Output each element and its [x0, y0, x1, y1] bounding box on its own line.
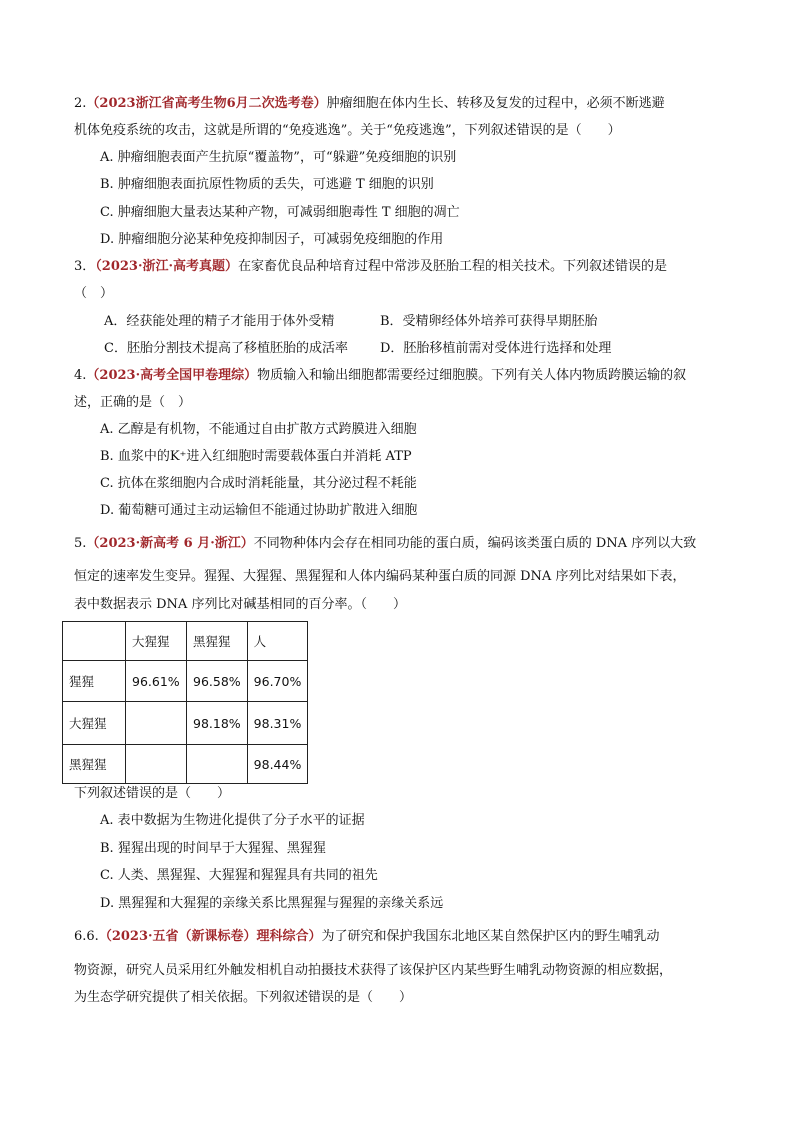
q4-stem-line1: [74, 367, 734, 385]
q6-source: （2023·五省（新课标卷）理科综合）: [98, 929, 322, 944]
q5-option-c: C. 人类、黑猩猩、大猩猩和猩猩具有共同的祖先: [100, 868, 378, 883]
table-cell: 96.70%: [247, 661, 308, 702]
q3-option-d: D．胚胎移植前需对受体进行选择和处理: [380, 341, 612, 356]
q4-option-d: D. 葡萄糖可通过主动运输但不能通过协助扩散进入细胞: [100, 503, 418, 518]
q5-stem-line1: [74, 535, 734, 553]
q4-stem-line2: 述，正确的是（ ）: [74, 395, 192, 410]
table-cell: 大猩猩: [63, 702, 126, 745]
table-header-cell: 大猩猩: [126, 622, 187, 661]
q2-stem-line2: 机体免疫系统的攻击，这就是所谓的“免疫逃逸”。关于“免疫逃逸”，下列叙述错误的是（ ）: [74, 123, 621, 138]
table-cell: 98.44%: [247, 745, 308, 784]
q3-option-c: C．胚胎分割技术提高了移植胚胎的成活率: [104, 341, 348, 356]
q5-option-a: A. 表中数据为生物进化提供了分子水平的证据: [100, 813, 365, 828]
table-cell: 98.31%: [247, 702, 308, 745]
q3-source: （2023·浙江·高考真题）: [95, 259, 239, 274]
q3-number: 3．: [74, 259, 96, 274]
q3-stem-line2: （ ）: [74, 286, 114, 301]
table-row: [63, 702, 308, 745]
q4-number: 4.: [74, 368, 87, 383]
q3-option-a: A．经获能处理的精子才能用于体外受精: [104, 314, 335, 329]
table-cell: 猩猩: [63, 661, 126, 702]
q6-stem-line1: [74, 928, 734, 946]
q2-option-b: B. 肿瘤细胞表面抗原性物质的丢失，可逃避 T 细胞的识别: [100, 177, 434, 192]
q2-number: 2.: [74, 96, 87, 111]
q4-stem-text: 物质输入和输出细胞都需要经过细胞膜。下列有关人体内物质跨膜运输的叙: [257, 368, 687, 383]
table-header-cell: 人: [247, 622, 308, 661]
q2-option-a: A. 肿瘤细胞表面产生抗原“覆盖物”，可“躲避”免疫细胞的识别: [100, 150, 457, 165]
table-header-cell: 黑猩猩: [187, 622, 248, 661]
q6-stem-line3: 为生态学研究提供了相关依据。下列叙述错误的是（ ）: [74, 990, 413, 1005]
table-cell: 96.61%: [126, 661, 187, 702]
q2-source: （2023浙江省高考生物6月二次选考卷）: [86, 96, 327, 111]
table-cell: 黑猩猩: [63, 745, 126, 784]
q6-stem-line2: 物资源，研究人员采用红外触发相机自动拍摄技术获得了该保护区内某些野生哺乳动物资源的相应数据，: [74, 963, 673, 978]
q4-source: （2023·高考全国甲卷理综）: [86, 368, 258, 383]
q2-option-c: C. 肿瘤细胞大量表达某种产物，可减弱细胞毒性 T 细胞的凋亡: [100, 205, 460, 220]
q2-stem-line1: [74, 95, 734, 113]
q5-number: 5.: [74, 536, 87, 551]
table-header-cell: [63, 622, 126, 661]
q3-stem-line1: [74, 258, 734, 276]
q4-option-b: B. 血浆中的K⁺进入红细胞时需要载体蛋白并消耗 ATP: [100, 449, 412, 464]
q2-stem-text: 肿瘤细胞在体内生长、转移及复发的过程中，必须不断逃避: [326, 96, 665, 111]
q6-number: 6.6.: [74, 929, 99, 944]
table-cell: 96.58%: [187, 661, 248, 702]
table-header-row: [63, 622, 308, 661]
dna-comparison-table: [62, 621, 308, 784]
q6-stem-text: 为了研究和保护我国东北地区某自然保护区内的野生哺乳动: [321, 929, 660, 944]
q5-stem-text: 不同物种体内会存在相同功能的蛋白质，编码该类蛋白质的 DNA 序列以大致: [253, 536, 697, 551]
q5-stem-line3: 表中数据表示 DNA 序列比对碱基相同的百分率。（ ）: [74, 597, 406, 612]
table-cell: [126, 745, 187, 784]
table-cell: 98.18%: [187, 702, 248, 745]
q4-option-c: C. 抗体在浆细胞内合成时消耗能量，其分泌过程不耗能: [100, 476, 417, 491]
q5-option-d: D. 黑猩猩和大猩猩的亲缘关系比黑猩猩与猩猩的亲缘关系远: [100, 896, 444, 911]
q5-option-b: B. 猩猩出现的时间早于大猩猩、黑猩猩: [100, 841, 326, 856]
q5-stem-line2: 恒定的速率发生变异。猩猩、大猩猩、黑猩猩和人体内编码某种蛋白质的同源 DNA 序列比对结果如下表，: [74, 569, 686, 584]
q5-question: 下列叙述错误的是（ ）: [74, 786, 231, 801]
q3-option-b: B．受精卵经体外培养可获得早期胚胎: [380, 314, 598, 329]
q2-option-d: D. 肿瘤细胞分泌某种免疫抑制因子，可减弱免疫细胞的作用: [100, 232, 444, 247]
q4-option-a: A. 乙醇是有机物，不能通过自由扩散方式跨膜进入细胞: [100, 422, 417, 437]
table-cell: [126, 702, 187, 745]
q3-stem-text: 在家畜优良品种培育过程中常涉及胚胎工程的相关技术。下列叙述错误的是: [238, 259, 668, 274]
table-cell: [187, 745, 248, 784]
table-row: [63, 745, 308, 784]
q5-source: （2023·新高考 6 月·浙江）: [86, 536, 254, 551]
table-row: [63, 661, 308, 702]
